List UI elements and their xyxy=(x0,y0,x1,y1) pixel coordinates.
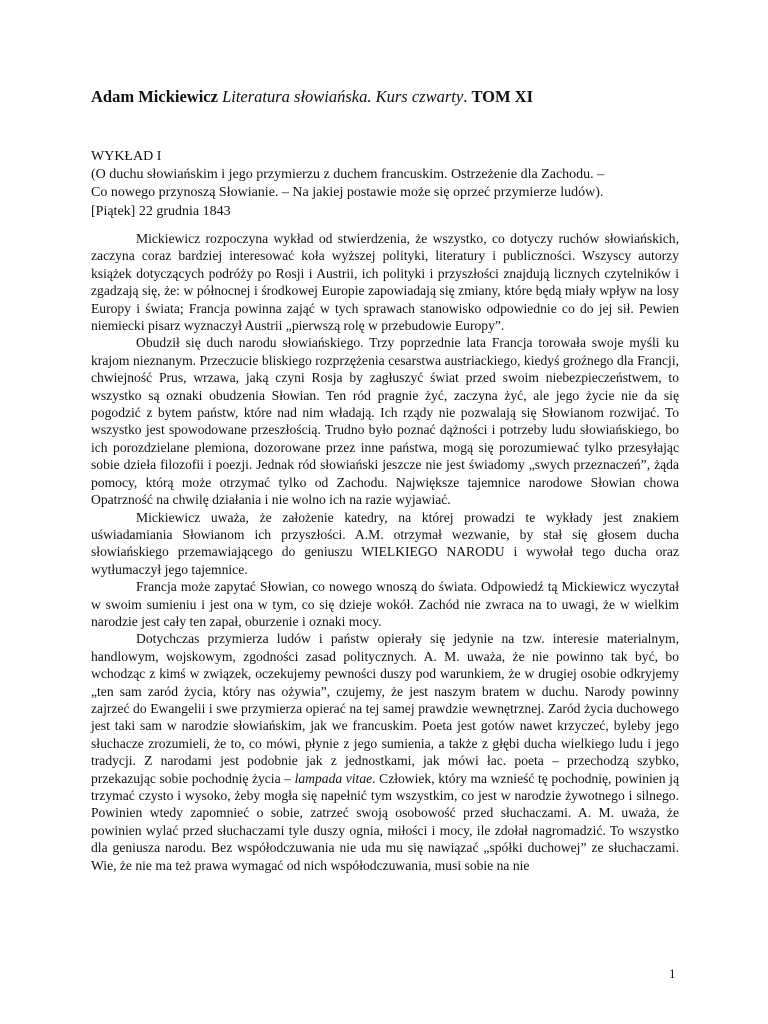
lecture-heading: WYKŁAD I xyxy=(91,149,162,164)
lecture-header xyxy=(91,148,691,221)
document-body xyxy=(91,230,679,874)
page-number: 1 xyxy=(669,966,676,981)
paragraph: Obudził się duch narodu słowiańskiego. Trzy poprzednie lata Francja torowała swoje myśli ku krajom nieznanym. Przeczucie bliskiego rozprzężenia cesarstwa austriackiego, kiedyś groźnego dla Francji, chwiejność Prus, wrzawa, jaką czyni Rosja by zagłuszyć świat przed swoim niebezpieczeństwem, to wszystko są oznaki obudzenia Słowian. Ten ród pragnie żyć, zaczyna żyć, ale jego życie nie da się pogodzić z bytem państw, które nad nim władają. Ich rządy nie pozwalają się Słowianom rozwijać. To wszystko jest spowodowane przeszłością. Trudno było poznać dążności i potrzeby ludu słowiańskiego, bo ich porozdzielane plemiona, dozorowane przez inne państwa, mogą się porozumiewać tylko przesyłając sobie dzieła filozofii i poezji. Jednak ród słowiański jeszcze nie jest świadomy „swych przeznaczeń”, żąda pomocy, którą może otrzymać tylko od Zachodu. Największe tajemnice narodowe Słowian chowa Opatrzność na chwilę działania i nie wolno ich na razie wyjawiać. xyxy=(91,335,679,508)
lecture-summary-line-2: Co nowego przynoszą Słowianie. – Na jakiej postawie może się oprzeć przymierze ludów). xyxy=(91,185,604,201)
paragraph xyxy=(91,630,679,874)
paragraph: Mickiewicz rozpoczyna wykład od stwierdzenia, że wszystko, co dotyczy ruchów słowiańskich, zaczyna coraz bardziej interesować koła wyższej polityki, literatury i publiczności. Wszyscy autorzy książek dotyczących podróży po Rosji i Austrii, ich polityki i przyszłości znajdują licznych czytelników i zgadzają się, że: w północnej i środkowej Europie zapowiadają się zmiany, które będą miały wpływ na losy Europy i świata; Francja powinna zająć w tych sprawach stanowisko odpowiednie co do jej sił. Pewien niemiecki pisarz wyznaczył Austrii „pierwszą rolę w przebudowie Europy”. xyxy=(91,231,679,334)
lecture-summary-line-1: (O duchu słowiańskim i jego przymierzu z duchem francuskim. Ostrzeżenie dla Zachodu. – xyxy=(91,167,605,183)
volume-label: TOM XI xyxy=(471,87,534,106)
document-title xyxy=(91,86,691,108)
paragraph-text: . Człowiek, który ma wznieść tę pochodnię, powinien ją trzymać czysto i wysoko, żeby mogła się napełnić tym wszystkim, co jest w narodzie żywotnego i silnego. Powinien wtedy zapomnieć o sobie, zatrzeć swoją osobowość przed słuchaczami. A. M. uważa, że powinien wylać przed słuchaczami tyle duszy ognia, miłości i mocy, ile zdołał nagromadzić. To wszystko dla geniusza narodu. Bez współodczuwania nie uda mu się nawiązać „spółki duchowej” ze słuchaczami. Wie, że nie ma też prawa wymagać od nich współodczuwania, musi sobie na nie xyxy=(91,770,679,873)
paragraph-text: Dotychczas przymierza ludów i państw opierały się jedynie na tzw. interesie materialnym, handlowym, wojskowym, zgodności zasad politycznych. A. M. uważa, że nie powinno tak być, bo wchodząc z kimś w związek, oczekujemy pewności duszy pod warunkiem, że w drugiej osobie odkryjemy „ten sam zaród życia, który nas ożywia”, czujemy, że jest naszym bratem w duchu. Narody powinny zajrzeć do Ewangelii i swe przymierza opierać na tej samej prawdzie wewnętrznej. Zaród życia duchowego jest taki sam w narodzie słowiańskim, jak we francuskim. Poeta jest gotów nawet krzyczeć, byleby jego słuchacze zrozumieli, że to, co mówi, płynie z jego sumienia, a także z głębi ducha wielkiego ludu i jego tradycji. Z narodami jest podobnie jak z jednostkami, jak mówi łac. poeta – przechodzą szybko, przekazując sobie pochodnię życia – xyxy=(91,631,679,786)
author-name: Adam Mickiewicz xyxy=(91,87,218,106)
paragraph: Francja może zapytać Słowian, co nowego wnoszą do świata. Odpowiedź tą Mickiewicz wyczytał w swoim sumieniu i jest ona w tym, co się dzieje wokół. Zachód nie zwraca na to uwagi, że w wielkim narodzie jest cały ten zapał, oburzenie i oznaki mocy. xyxy=(91,579,679,629)
paragraph: Mickiewicz uważa, że założenie katedry, na której prowadzi te wykłady jest znakiem uświadamiania Słowianom ich przyszłości. A.M. otrzymał wezwanie, by stał się głosem ducha słowiańskiego przemawiającego do geniuszu WIELKIEGO NARODU i wywołał tego ducha oraz wytłumaczył jego tajemnice. xyxy=(91,509,679,577)
work-title: Literatura słowiańska. Kurs czwarty xyxy=(222,87,464,106)
title-separator: . xyxy=(463,87,472,106)
latin-phrase: lampada vitae xyxy=(294,770,373,786)
lecture-date: [Piątek] 22 grudnia 1843 xyxy=(91,203,231,219)
